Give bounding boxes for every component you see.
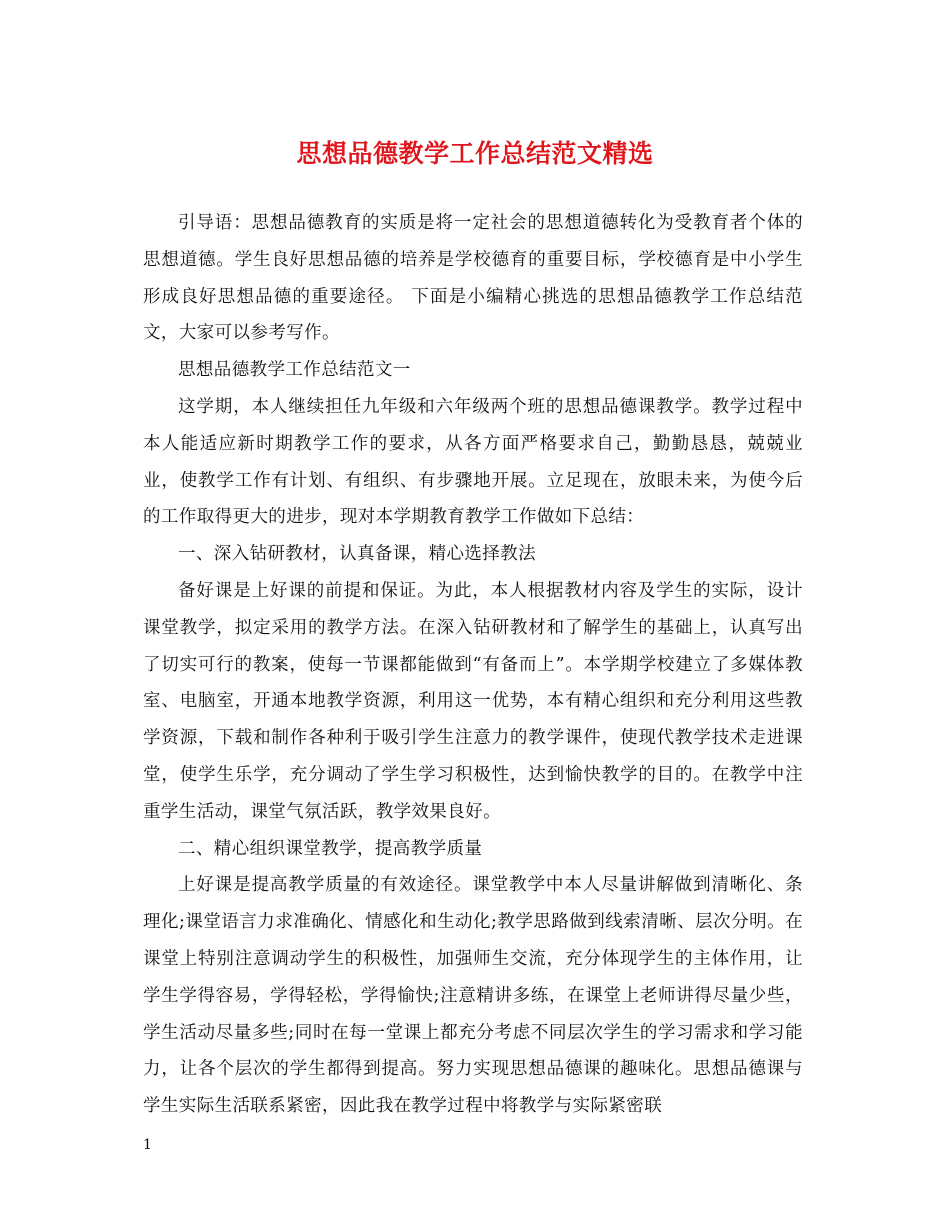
body-paragraph: 上好课是提高教学质量的有效途径。课堂教学中本人尽量讲解做到清晰化、条理化;课堂语言力求准确化、情感化和生动化;教学思路做到线索清晰、层次分明。在课堂上特别注意调动学生的积极性，加强师生交流，充分体现学生的主体作用，让学生学得容易，学得轻松，学得愉快;注意精讲多练，在课堂上老师讲得尽量少些，学生活动尽量多些;同时在每一堂课上都充分考虑不同层次学生的学习需求和学习能力，让各个层次的学生都得到提高。努力实现思想品德课的趣味化。思想品德课与学生实际生活联系紧密，因此我在教学过程中将教学与实际紧密联 (143, 875, 803, 1117)
document-title: 思想品德教学工作总结范文精选 (296, 139, 654, 168)
intro-paragraph: 引导语：思想品德教育的实质是将一定社会的思想道德转化为受教育者个体的思想道德。学生良好思想品德的培养是学校德育的重要目标，学校德育是中小学生形成良好思想品德的重要途径。 下面是小编精心挑选的思想品德教学工作总结范文，大家可以参考写作。 (143, 213, 803, 344)
section-heading-sample-one: 思想品德教学工作总结范文一 (178, 360, 411, 381)
section-heading-one: 一、深入钻研教材，认真备课，精心选择教法 (178, 544, 536, 565)
body-paragraph: 这学期，本人继续担任九年级和六年级两个班的思想品德课教学。教学过程中本人能适应新时期教学工作的要求，从各方面严格要求自己，勤勤恳恳，兢兢业业，使教学工作有计划、有组织、有步骤地开展。立足现在，放眼未来，为使今后的工作取得更大的进步，现对本学期教育教学工作做如下总结： (143, 396, 803, 528)
document-body (143, 205, 803, 1125)
page-number: 1 (143, 1137, 152, 1153)
section-heading-two: 二、精心组织课堂教学，提高教学质量 (178, 838, 483, 859)
body-paragraph: 备好课是上好课的前提和保证。为此，本人根据教材内容及学生的实际，设计课堂教学，拟定采用的教学方法。在深入钻研教材和了解学生的基础上，认真写出了切实可行的教案，使每一节课都能做到“有备而上”。本学期学校建立了多媒体教室、电脑室，开通本地教学资源，利用这一优势，本有精心组织和充分利用这些教学资源，下载和制作各种利于吸引学生注意力的教学课件，使现代教学技术走进课堂，使学生乐学，充分调动了学生学习积极性，达到愉快教学的目的。在教学中注重学生活动，课堂气氛活跃，教学效果良好。 (143, 580, 803, 822)
